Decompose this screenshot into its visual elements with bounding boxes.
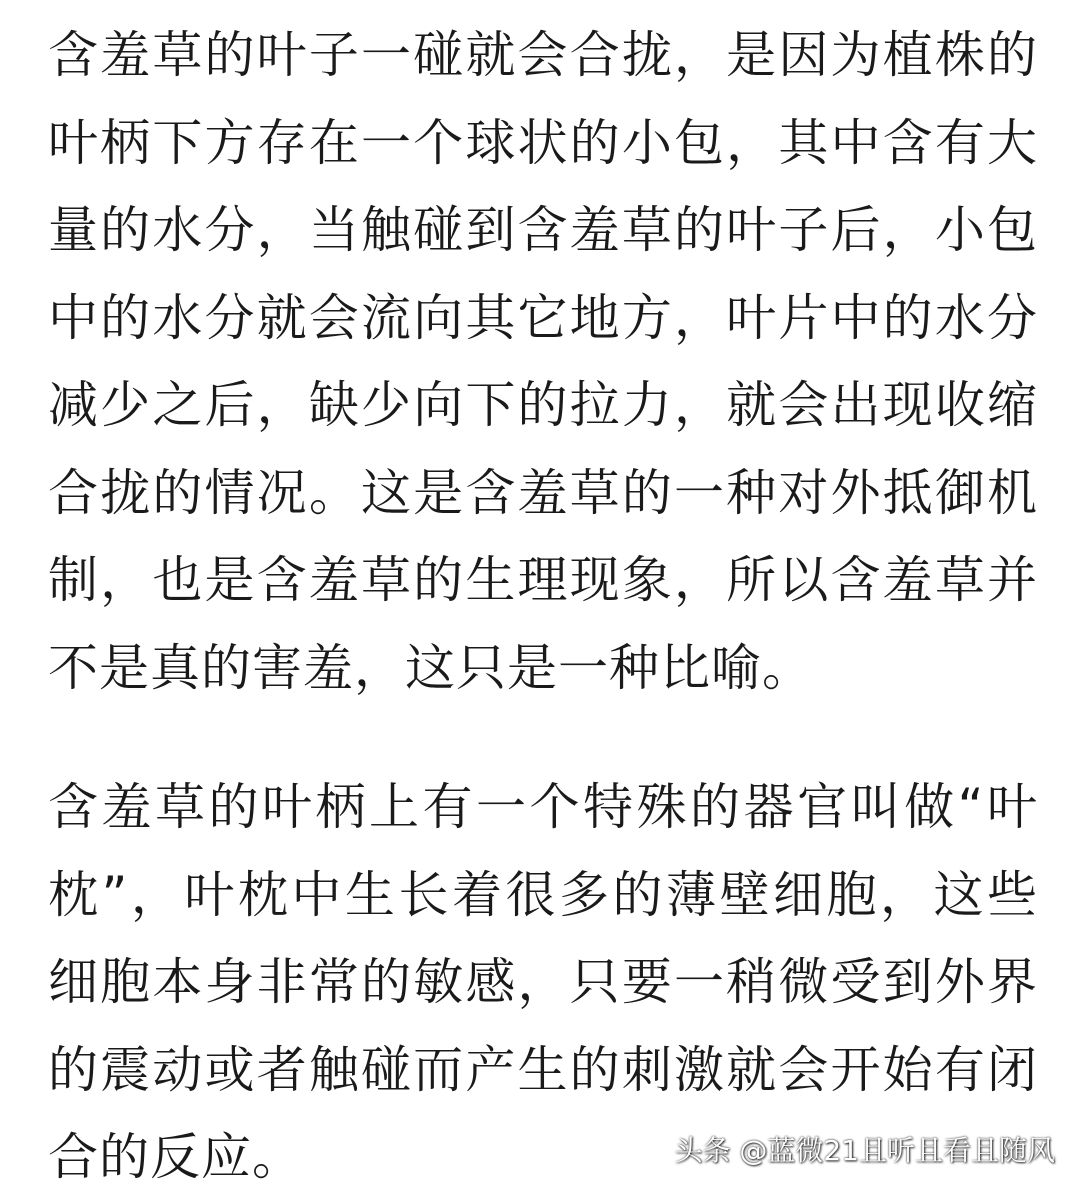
- article-body: [48, 12, 1038, 1202]
- paragraph-1: 含羞草的叶子一碰就会合拢，是因为植株的叶柄下方存在一个球状的小包，其中含有大量的水分，当触碰到含羞草的叶子后，小包中的水分就会流向其它地方，叶片中的水分减少之后，缺少向下的拉力，就会出现收缩合拢的情况。这是含羞草的一种对外抵御机制，也是含羞草的生理现象，所以含羞草并不是真的害羞，这只是一种比喻。: [48, 26, 1038, 697]
- paragraph-2: 含羞草的叶柄上有一个特殊的器官叫做“叶枕”，叶枕中生长着很多的薄壁细胞，这些细胞本身非常的敏感，只要一稍微受到外界的震动或者触碰而产生的刺激就会开始有闭合的反应。: [48, 778, 1038, 1186]
- source-watermark: 头条 @蓝微21且听且看且随风: [674, 1134, 1055, 1167]
